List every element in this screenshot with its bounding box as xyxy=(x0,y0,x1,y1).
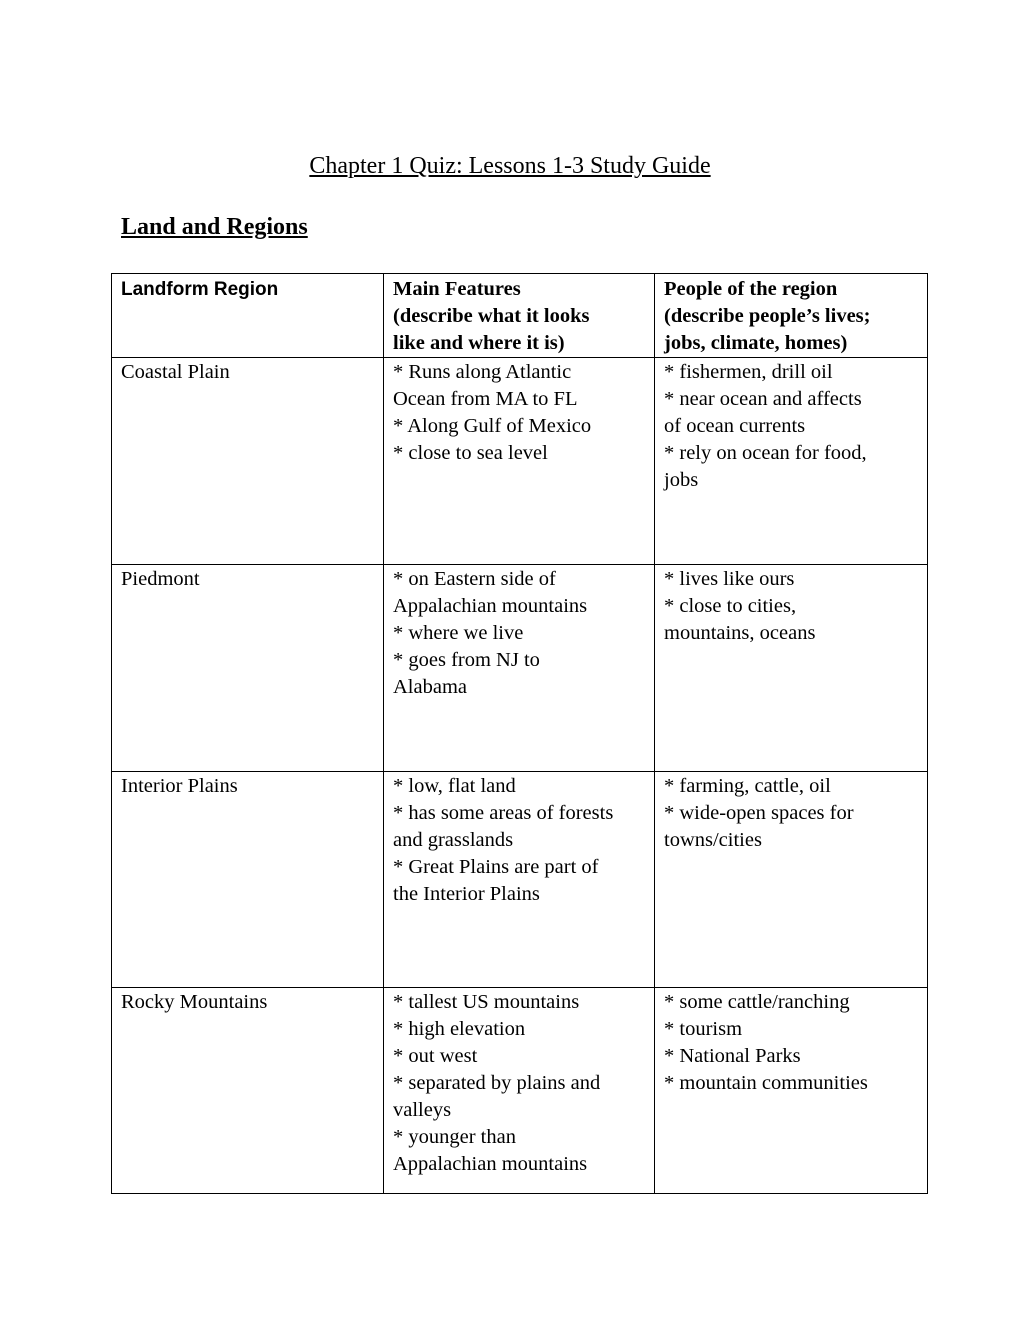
cell-line: * some cattle/ranching xyxy=(664,991,850,1013)
cell-line: * tallest US mountains xyxy=(393,991,580,1013)
header-landform-region: Landform Region xyxy=(112,274,384,358)
cell-line: * fishermen, drill oil xyxy=(664,361,833,383)
people-cell xyxy=(655,988,928,1194)
cell-line: Appalachian mountains xyxy=(393,1153,588,1175)
cell-line: Alabama xyxy=(393,676,467,698)
features-cell xyxy=(384,772,655,988)
cell-line: * younger than xyxy=(393,1126,516,1148)
features-cell xyxy=(384,988,655,1194)
table-header-row xyxy=(112,274,928,358)
cell-line: * near ocean and affects xyxy=(664,388,862,410)
table-row xyxy=(112,772,928,988)
cell-line: the Interior Plains xyxy=(393,883,540,905)
cell-line: * rely on ocean for food, xyxy=(664,442,867,464)
header-line: like and where it is) xyxy=(393,332,565,354)
people-cell xyxy=(655,565,928,772)
region-name-cell: Piedmont xyxy=(112,565,384,772)
cell-line: jobs xyxy=(664,469,699,491)
cell-line: * National Parks xyxy=(664,1045,801,1067)
header-main-features xyxy=(384,274,655,358)
header-line: Main Features xyxy=(393,278,521,300)
cell-line: valleys xyxy=(393,1099,452,1121)
region-name-cell: Rocky Mountains xyxy=(112,988,384,1194)
cell-line: Appalachian mountains xyxy=(393,595,588,617)
cell-line: * Runs along Atlantic xyxy=(393,361,572,383)
cell-line: * where we live xyxy=(393,622,524,644)
table-row xyxy=(112,358,928,565)
table-row xyxy=(112,988,928,1194)
cell-line: * low, flat land xyxy=(393,775,516,797)
cell-line: * lives like ours xyxy=(664,568,795,590)
regions-table xyxy=(111,273,928,1194)
cell-line: and grasslands xyxy=(393,829,514,851)
cell-line: * wide-open spaces for xyxy=(664,802,854,824)
region-name-cell: Coastal Plain xyxy=(112,358,384,565)
cell-line: * out west xyxy=(393,1045,478,1067)
document-title: Chapter 1 Quiz: Lessons 1-3 Study Guide xyxy=(309,153,711,179)
header-line: People of the region xyxy=(664,278,838,300)
table-row xyxy=(112,565,928,772)
cell-line: mountains, oceans xyxy=(664,622,816,644)
cell-line: * has some areas of forests xyxy=(393,802,614,824)
cell-line: * farming, cattle, oil xyxy=(664,775,831,797)
cell-line: * close to cities, xyxy=(664,595,797,617)
features-cell xyxy=(384,358,655,565)
cell-line: * mountain communities xyxy=(664,1072,868,1094)
cell-line: * on Eastern side of xyxy=(393,568,556,590)
header-line: (describe what it looks xyxy=(393,305,590,327)
cell-line: * close to sea level xyxy=(393,442,548,464)
cell-line: * high elevation xyxy=(393,1018,526,1040)
header-line: jobs, climate, homes) xyxy=(664,332,848,354)
header-line: (describe people’s lives; xyxy=(664,305,871,327)
section-heading: Land and Regions xyxy=(121,214,308,240)
people-cell xyxy=(655,772,928,988)
cell-line: * goes from NJ to xyxy=(393,649,540,671)
header-people xyxy=(655,274,928,358)
cell-line: towns/cities xyxy=(664,829,762,851)
features-cell xyxy=(384,565,655,772)
people-cell xyxy=(655,358,928,565)
cell-line: of ocean currents xyxy=(664,415,806,437)
cell-line: * tourism xyxy=(664,1018,743,1040)
cell-line: * separated by plains and xyxy=(393,1072,601,1094)
cell-line: * Great Plains are part of xyxy=(393,856,599,878)
region-name-cell: Interior Plains xyxy=(112,772,384,988)
cell-line: * Along Gulf of Mexico xyxy=(393,415,592,437)
cell-line: Ocean from MA to FL xyxy=(393,388,578,410)
